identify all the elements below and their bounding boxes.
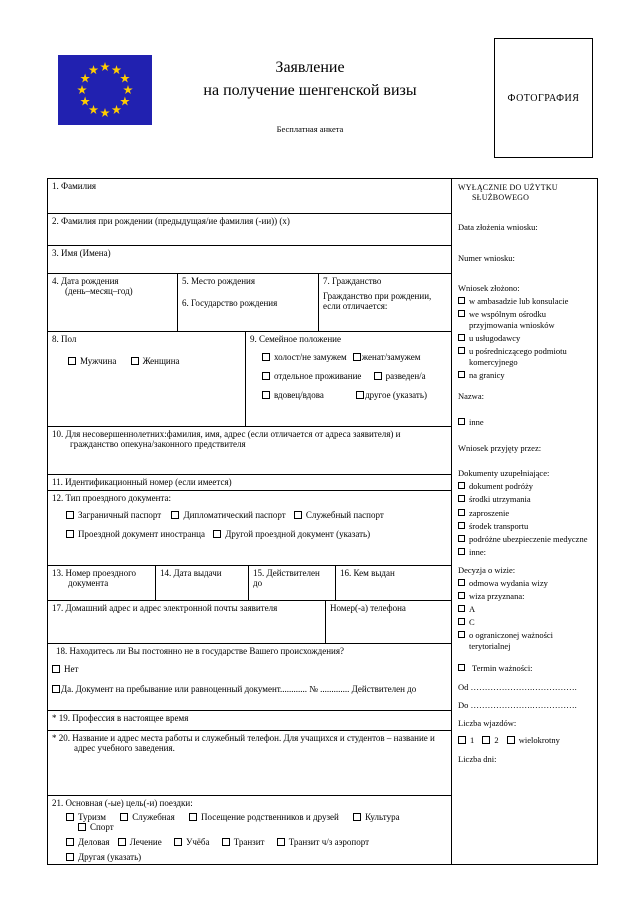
- fields-8-9: [48, 332, 451, 427]
- checkbox-label: Другой проездной документ (указать): [225, 529, 371, 540]
- checkbox-icon[interactable]: [213, 530, 221, 538]
- field-4-label: 4. Дата рождения: [52, 275, 119, 286]
- field-16-issued-by[interactable]: [336, 566, 451, 600]
- field-12-label: 12. Тип проездного документа:: [52, 493, 171, 504]
- fields-5-6-place-of-birth[interactable]: [178, 274, 319, 332]
- field-18-residence: [48, 644, 451, 712]
- application-number-label: Numer wniosku:: [458, 252, 515, 263]
- checkbox-icon[interactable]: [458, 297, 465, 304]
- checkbox-label: Мужчина: [80, 356, 117, 367]
- checkbox-airport-transit[interactable]: [277, 837, 369, 847]
- checkbox-study[interactable]: [174, 837, 209, 847]
- checkbox-icon[interactable]: [68, 357, 76, 365]
- checkbox-alien-travel-document[interactable]: [66, 529, 205, 539]
- checkbox-common-centre[interactable]: [458, 309, 591, 331]
- field-19-label: * 19. Профессия в настоящее время: [52, 713, 189, 724]
- checkbox-label: podróżne ubezpieczenie medyczne: [469, 533, 588, 544]
- checkbox-label: wiza przyznana:: [469, 590, 525, 601]
- checkbox-label: отдельное проживание: [274, 371, 362, 382]
- field-3-label: 3. Имя (Имена): [52, 247, 111, 258]
- checkbox-visa-c[interactable]: [458, 617, 591, 628]
- field-11-label: 11. Идентификационный номер (если имеется): [52, 476, 232, 487]
- checkbox-visiting-family[interactable]: [189, 812, 339, 822]
- visa-decision-label: Decyzja o wizie:: [458, 564, 516, 575]
- checkbox-multiple-entries[interactable]: [507, 735, 560, 746]
- checkbox-label: женат/замужем: [361, 352, 421, 363]
- checkbox-icon[interactable]: [353, 353, 361, 361]
- checkbox-label: холост/не замужем: [274, 352, 347, 363]
- field-17-home-address: [48, 601, 451, 644]
- checkbox-label: Посещение родственников и друзей: [201, 812, 339, 822]
- form-subtitle: Бесплатная анкета: [276, 124, 344, 135]
- checkbox-label: Нет: [64, 663, 79, 674]
- checkbox-icon[interactable]: [262, 391, 270, 399]
- checkbox-other-marital[interactable]: [356, 390, 427, 400]
- checkbox-sport[interactable]: [78, 822, 114, 832]
- field-11-id-number[interactable]: [48, 475, 451, 492]
- checkbox-label: другое (указать): [365, 390, 427, 401]
- checkbox-female[interactable]: [131, 356, 180, 366]
- field-16-label: 16. Кем выдан: [340, 568, 395, 579]
- field-7-nationality[interactable]: [319, 274, 451, 332]
- checkbox-icon[interactable]: [458, 495, 465, 502]
- field-1-label: 1. Фамилия: [52, 181, 97, 191]
- field-6-label: 6. Государство рождения: [182, 297, 278, 308]
- supporting-documents-label: Dokumenty uzupełniające:: [458, 468, 550, 479]
- fields-4-7: [48, 274, 451, 333]
- checkbox-other-purpose[interactable]: [66, 852, 141, 862]
- photo-label: ФОТОГРАФИЯ: [507, 92, 580, 104]
- checkbox-label: A: [469, 603, 476, 614]
- checkbox-other-lodged[interactable]: [458, 417, 591, 428]
- checkbox-separated[interactable]: [262, 371, 361, 381]
- checkbox-icon[interactable]: [374, 372, 382, 380]
- checkbox-label: Учёба: [185, 837, 210, 847]
- checkbox-label: zaproszenie: [469, 507, 510, 518]
- checkbox-official[interactable]: [120, 812, 175, 822]
- checkbox-ordinary-passport[interactable]: [66, 510, 161, 520]
- checkbox-validity[interactable]: [458, 663, 591, 674]
- field-21-purpose-of-journey: [48, 796, 451, 864]
- checkbox-icon[interactable]: [458, 522, 465, 529]
- entries-options: [458, 735, 591, 746]
- number-of-days-label: Liczba dni:: [458, 754, 497, 765]
- field-9-label: 9. Семейное положение: [250, 334, 341, 345]
- checkbox-icon[interactable]: [458, 482, 465, 489]
- checkbox-icon[interactable]: [458, 736, 466, 744]
- checkbox-embassy[interactable]: [458, 296, 591, 307]
- official-use-panel: [452, 178, 598, 865]
- checkbox-label: wielokrotny: [518, 735, 560, 746]
- field-4-sublabel: (день–месяц–год): [65, 285, 133, 296]
- checkbox-other-documents[interactable]: [458, 547, 591, 558]
- field-18-label: 18. Находитесь ли Вы постоянно не в государстве Вашего происхождения?: [56, 645, 344, 656]
- checkbox-icon[interactable]: [118, 838, 126, 846]
- field-10-minors[interactable]: [48, 427, 451, 475]
- checkbox-icon[interactable]: [222, 838, 230, 846]
- checkbox-refused[interactable]: [458, 578, 591, 589]
- checkbox-label: u pośredniczącego podmiotu komercyjnego: [469, 346, 567, 368]
- checkbox-business[interactable]: [66, 837, 110, 847]
- checkbox-label: na granicy: [469, 370, 505, 381]
- checkbox-icon[interactable]: [262, 353, 270, 361]
- checkbox-residence-yes[interactable]: [52, 684, 416, 694]
- valid-from-label[interactable]: Od ………………….…………….: [458, 682, 577, 693]
- checkbox-label: Лечение: [129, 837, 162, 847]
- checkbox-icon[interactable]: [66, 853, 74, 861]
- field-3-first-names[interactable]: [48, 246, 451, 274]
- checkbox-commercial-intermediary[interactable]: [458, 346, 591, 368]
- application-lodged-label: Wniosek złożono:: [458, 282, 520, 293]
- checkbox-icon[interactable]: [66, 511, 74, 519]
- checkbox-label: Termin ważności:: [472, 663, 533, 674]
- checkbox-icon[interactable]: [458, 605, 465, 612]
- checkbox-two-entries[interactable]: [482, 735, 498, 746]
- checkbox-label: środki utrzymania: [469, 494, 531, 505]
- checkbox-ltv[interactable]: [458, 630, 591, 652]
- checkbox-icon[interactable]: [174, 838, 182, 846]
- eu-flag-image: [58, 55, 152, 125]
- checkbox-single[interactable]: [262, 352, 347, 362]
- checkbox-icon[interactable]: [277, 838, 285, 846]
- checkbox-icon[interactable]: [52, 685, 60, 693]
- field-20-label: * 20. Название и адрес места работы и служебный телефон. Для учащихся и студентов – название и адрес учебного заведения.: [52, 733, 435, 754]
- checkbox-means-of-subsistence[interactable]: [458, 494, 591, 505]
- checkbox-label: Транзит ч/з аэропорт: [288, 837, 370, 847]
- checkbox-icon[interactable]: [66, 838, 74, 846]
- checkbox-icon[interactable]: [294, 511, 302, 519]
- checkbox-label: Туризм: [78, 812, 106, 822]
- checkbox-icon[interactable]: [458, 418, 465, 425]
- checkbox-label: o ograniczonej ważności terytorialnej: [469, 629, 554, 651]
- eu-flag: [58, 55, 152, 125]
- checkbox-label: вдовец/вдова: [274, 390, 324, 401]
- checkbox-label: Служебный паспорт: [305, 510, 384, 521]
- checkbox-label: разведен/а: [385, 371, 426, 382]
- checkbox-label: środek transportu: [469, 520, 529, 531]
- field-8-sex: [48, 332, 246, 426]
- checkbox-label: 2: [494, 735, 499, 746]
- checkbox-service-provider[interactable]: [458, 333, 591, 344]
- checkbox-label: inne: [469, 417, 484, 428]
- checkbox-icon[interactable]: [458, 347, 465, 354]
- checkbox-label: inne:: [469, 546, 486, 557]
- checkbox-other-travel-document[interactable]: [213, 529, 370, 539]
- checkbox-icon[interactable]: [458, 371, 465, 378]
- checkbox-label: 1: [470, 735, 475, 746]
- checkbox-label: Дипломатический паспорт: [183, 510, 286, 521]
- field-21-label: 21. Основная (-ые) цель(-и) поездки:: [52, 798, 193, 808]
- checkbox-issued[interactable]: [458, 591, 591, 602]
- checkbox-icon[interactable]: [78, 823, 86, 831]
- checkbox-label: C: [469, 616, 475, 627]
- checkbox-label: Проездной документ иностранца: [78, 529, 205, 540]
- file-handled-by-label: Wniosek przyjęty przez:: [458, 443, 542, 454]
- checkbox-one-entry[interactable]: [458, 735, 474, 746]
- checkbox-travel-insurance[interactable]: [458, 534, 591, 545]
- checkbox-travel-document[interactable]: [458, 481, 591, 492]
- checkbox-label: odmowa wydania wizy: [469, 577, 548, 588]
- field-9-marital-status: [246, 332, 451, 426]
- field-4-date-of-birth[interactable]: [48, 274, 178, 332]
- application-form: [47, 178, 598, 865]
- checkbox-icon[interactable]: [458, 579, 465, 586]
- field-19-occupation[interactable]: [48, 711, 451, 731]
- field-7-sublabel: Гражданство при рождении, если отличается:: [323, 290, 432, 311]
- number-of-entries-label: Liczba wjazdów:: [458, 718, 517, 729]
- field-2-surname-at-birth[interactable]: [48, 214, 451, 246]
- checkbox-icon[interactable]: [458, 334, 465, 341]
- checkbox-icon[interactable]: [458, 618, 465, 625]
- field-8-label: 8. Пол: [52, 334, 77, 345]
- title-line-1: Заявление: [275, 59, 345, 76]
- field-17-phone-label: Номер(-а) телефона: [330, 602, 406, 613]
- checkbox-icon[interactable]: [120, 813, 128, 821]
- checkbox-label: Заграничный паспорт: [78, 510, 162, 521]
- checkbox-tourism[interactable]: [66, 812, 106, 822]
- checkbox-transit[interactable]: [222, 837, 265, 847]
- checkbox-label: Да. Документ на пребывание или равноценный документ............ № ............. Действителен до: [61, 683, 417, 694]
- checkbox-married[interactable]: [353, 352, 421, 362]
- field-13-document-number[interactable]: [48, 566, 156, 600]
- field-17-label: 17. Домашний адрес и адрес электронной почты заявителя: [52, 602, 278, 613]
- checkbox-male[interactable]: [68, 356, 116, 366]
- checkbox-icon[interactable]: [458, 535, 465, 542]
- field-15-valid-until[interactable]: [249, 566, 336, 600]
- checkbox-icon[interactable]: [507, 736, 515, 744]
- checkbox-means-of-transport[interactable]: [458, 521, 591, 532]
- checkbox-icon[interactable]: [458, 592, 465, 599]
- field-12-travel-document-type: [48, 491, 451, 566]
- checkbox-icon[interactable]: [131, 357, 139, 365]
- field-17-address[interactable]: [48, 601, 326, 643]
- checkbox-icon[interactable]: [66, 813, 74, 821]
- name-label: Nazwa:: [458, 391, 484, 402]
- field-14-label: 14. Дата выдачи: [160, 568, 222, 579]
- checkbox-label: w ambasadzie lub konsulacie: [469, 295, 569, 306]
- official-use-header-2: SŁUŻBOWEGO: [472, 193, 530, 203]
- checkbox-divorced[interactable]: [374, 371, 426, 381]
- fields-13-16: [48, 566, 451, 601]
- checkbox-label: Другая (указать): [78, 852, 142, 862]
- title-line-2: на получение шенгенской визы: [203, 82, 417, 100]
- form-title: [150, 56, 470, 134]
- field-13-label: 13. Номер проездного документа: [52, 568, 137, 589]
- checkbox-label: Спорт: [90, 822, 114, 832]
- checkbox-icon[interactable]: [482, 736, 490, 744]
- field-2-label: 2. Фамилия при рождении (предыдущая/ие фамилия (-ии)) (х): [52, 215, 290, 226]
- field-10-label: 10. Для несовершеннолетних:фамилия, имя, адрес (если отличается от адреса заявителя) и гражданство опекуна/законного предствителя: [52, 428, 401, 449]
- checkbox-icon[interactable]: [458, 631, 465, 638]
- checkbox-icon[interactable]: [52, 665, 60, 673]
- checkbox-label: u usługodawcy: [469, 333, 521, 344]
- field-14-date-of-issue[interactable]: [156, 566, 249, 600]
- checkbox-icon[interactable]: [458, 509, 465, 516]
- checkbox-visa-a[interactable]: [458, 604, 591, 615]
- checkbox-widowed[interactable]: [262, 390, 324, 400]
- checkbox-residence-no[interactable]: [52, 664, 78, 674]
- date-of-application-label: Data złożenia wniosku:: [458, 221, 538, 232]
- checkbox-service-passport[interactable]: [294, 510, 384, 520]
- field-5-label: 5. Место рождения: [182, 275, 256, 286]
- checkbox-label: we wspólnym ośrodku przyjmowania wniosków: [469, 308, 555, 331]
- checkbox-icon[interactable]: [353, 813, 361, 821]
- field-15-label: 15. Действителен до: [253, 568, 320, 589]
- checkbox-label: Деловая: [78, 837, 110, 847]
- field-7-label: 7. Гражданство: [323, 275, 382, 286]
- valid-to-label[interactable]: Do ………………….…………….: [458, 700, 577, 711]
- checkbox-icon[interactable]: [458, 310, 465, 317]
- checkbox-label: Культура: [365, 812, 400, 822]
- checkbox-icon[interactable]: [171, 511, 179, 519]
- checkbox-label: Служебная: [132, 812, 175, 822]
- checkbox-label: Транзит: [233, 837, 265, 847]
- field-17-phone[interactable]: [326, 601, 451, 643]
- checkbox-icon[interactable]: [356, 391, 364, 399]
- checkbox-icon[interactable]: [189, 813, 197, 821]
- checkbox-icon[interactable]: [458, 664, 465, 671]
- field-1-surname[interactable]: [48, 179, 451, 214]
- official-use-header: WYŁĄCZNIE DO UŻYTKU: [458, 183, 558, 192]
- field-20-employer[interactable]: [48, 731, 451, 796]
- checkbox-icon[interactable]: [458, 548, 465, 555]
- checkbox-label: dokument podróży: [469, 481, 533, 492]
- application-table: [47, 178, 452, 865]
- checkbox-invitation[interactable]: [458, 508, 591, 519]
- checkbox-medical[interactable]: [118, 837, 162, 847]
- checkbox-culture[interactable]: [353, 812, 400, 822]
- checkbox-icon[interactable]: [66, 530, 74, 538]
- checkbox-diplomatic-passport[interactable]: [171, 510, 285, 520]
- checkbox-border[interactable]: [458, 370, 591, 381]
- checkbox-icon[interactable]: [262, 372, 270, 380]
- photo-box: [494, 38, 593, 158]
- checkbox-label: Женщина: [142, 356, 180, 367]
